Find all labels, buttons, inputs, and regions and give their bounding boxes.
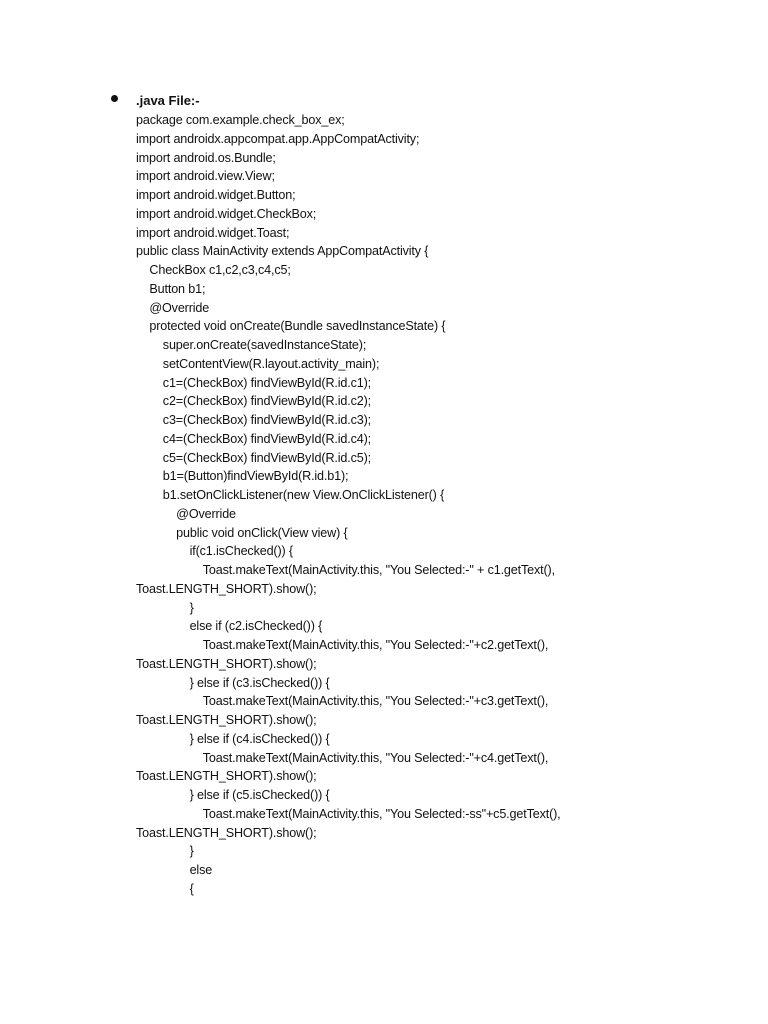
code-line: } else if (c5.isChecked()) { bbox=[136, 788, 330, 802]
code-line: b1.setOnClickListener(new View.OnClickListener() { bbox=[136, 488, 445, 502]
code-line: import android.widget.Toast; bbox=[136, 225, 290, 240]
code-line: public class MainActivity extends AppCompatActivity { bbox=[136, 244, 429, 259]
code-line: c5=(CheckBox) findViewById(R.id.c5); bbox=[136, 450, 371, 465]
code-line: public void onClick(View view) { bbox=[136, 525, 348, 540]
code-line: else bbox=[136, 863, 213, 877]
code-line: import android.os.Bundle; bbox=[136, 150, 276, 165]
file-heading: .java File:- bbox=[136, 93, 200, 108]
code-line: Toast.LENGTH_SHORT).show(); bbox=[136, 581, 317, 596]
code-line: c4=(CheckBox) findViewById(R.id.c4); bbox=[136, 431, 371, 446]
code-line: c1=(CheckBox) findViewById(R.id.c1); bbox=[136, 375, 371, 390]
code-line: import android.view.View; bbox=[136, 169, 275, 184]
code-line: Toast.makeText(MainActivity.this, "You Selected:-"+c2.getText(), bbox=[136, 638, 549, 652]
code-line: @Override bbox=[136, 506, 236, 521]
code-line: Toast.makeText(MainActivity.this, "You Selected:-" + c1.getText(), bbox=[136, 563, 555, 577]
code-line: Toast.LENGTH_SHORT).show(); bbox=[136, 769, 317, 784]
code-line: package com.example.check_box_ex; bbox=[136, 113, 345, 127]
code-line: super.onCreate(savedInstanceState); bbox=[136, 338, 367, 352]
code-line: Toast.makeText(MainActivity.this, "You Selected:-"+c4.getText(), bbox=[136, 750, 549, 765]
bullet-point bbox=[111, 95, 118, 102]
code-line: c2=(CheckBox) findViewById(R.id.c2); bbox=[136, 394, 371, 409]
code-line: c3=(CheckBox) findViewById(R.id.c3); bbox=[136, 413, 371, 427]
code-line: Toast.LENGTH_SHORT).show(); bbox=[136, 825, 317, 840]
code-line: else if (c2.isChecked()) { bbox=[136, 619, 323, 634]
code-line: } else if (c3.isChecked()) { bbox=[136, 675, 330, 690]
code-line: CheckBox c1,c2,c3,c4,c5; bbox=[136, 263, 291, 277]
code-line: import android.widget.CheckBox; bbox=[136, 206, 317, 221]
code-line: Toast.LENGTH_SHORT).show(); bbox=[136, 713, 317, 727]
code-line: } bbox=[136, 600, 194, 615]
code-line: if(c1.isChecked()) { bbox=[136, 544, 293, 559]
code-line: import androidx.appcompat.app.AppCompatActivity; bbox=[136, 131, 420, 146]
code-line: Toast.makeText(MainActivity.this, "You Selected:-ss"+c5.getText(), bbox=[136, 806, 561, 821]
code-block bbox=[136, 111, 656, 899]
code-line: { bbox=[136, 881, 194, 896]
code-line: import android.widget.Button; bbox=[136, 188, 296, 202]
code-line: Button b1; bbox=[136, 281, 206, 296]
code-line: @Override bbox=[136, 300, 210, 315]
code-line: Toast.makeText(MainActivity.this, "You Selected:-"+c3.getText(), bbox=[136, 694, 549, 709]
code-line: setContentView(R.layout.activity_main); bbox=[136, 356, 380, 371]
code-line: } else if (c4.isChecked()) { bbox=[136, 731, 330, 746]
code-line: } bbox=[136, 844, 194, 859]
code-line: b1=(Button)findViewById(R.id.b1); bbox=[136, 469, 349, 484]
code-line: Toast.LENGTH_SHORT).show(); bbox=[136, 656, 317, 671]
code-line: protected void onCreate(Bundle savedInstanceState) { bbox=[136, 319, 446, 334]
